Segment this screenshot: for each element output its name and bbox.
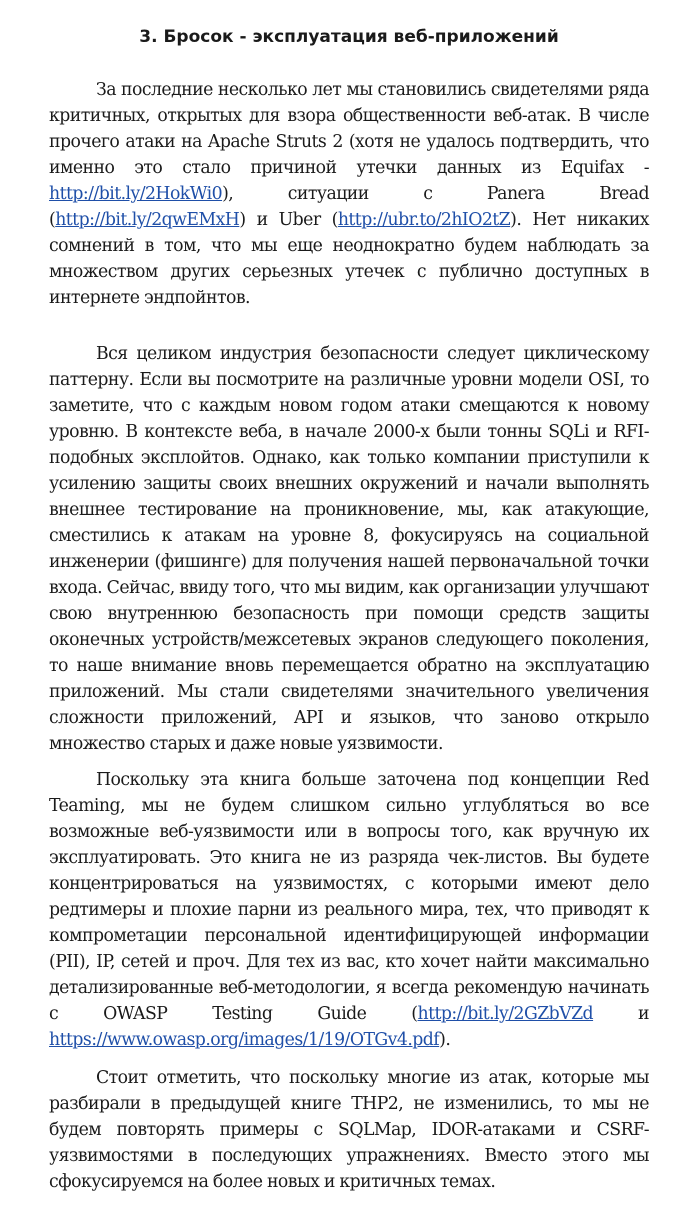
paragraph-text: и <box>593 1004 650 1024</box>
paragraph-text: Поскольку эта книга больше заточена под концепции Red Teaming, мы не будем слишком сильно углубляться во все возможные веб-уязвимости или в вопросы того, как вручную их эксплуатировать. Это книга не из разряда чек-листов. Вы будете концентрироваться на уязвимостях, с которыми имеют дело редтимеры и плохие парни из реального мира, тех, что приводят к компрометации персональной идентифицирующей информации (PII), IP, сетей и проч. Для тех из вас, кто хочет найти максимально детализированные веб-методологии, я всегда рекомендую начинать с OWASP Testing Guide ( <box>49 770 649 1024</box>
link-owasp-short[interactable]: http://bit.ly/2GZbVZd <box>417 1004 594 1024</box>
paragraph-text: ). <box>439 1030 451 1050</box>
page-title: 3. Бросок - эксплуатация веб-приложений <box>139 27 559 47</box>
paragraph-text: ). Нет никаких сомнений в том, что мы еще неоднократно будем наблюдать за множеством других серьезных утечек с публично доступных в интернете эндпойнтов. <box>49 210 649 308</box>
paragraph-thp2-note: Стоит отметить, что поскольку многие из атак, которые мы разбирали в предыдущей книге THP2, не изменились, то мы не будем повторять примеры с SQLMap, IDOR-атаками и CSRF-уязвимостями в последующих упражнениях. Вместо этого мы сфокусируемся на более новых и критичных темах. <box>49 1068 649 1192</box>
link-panera-bread[interactable]: http://bit.ly/2qwEMxH <box>55 210 240 230</box>
paragraph-text: ), ситуации с Panera Bread ( <box>49 184 649 230</box>
paragraph-industry-cycle: Вся целиком индустрия безопасности следует циклическому паттерну. Если вы посмотрите на различные уровни модели OSI, то заметите, что с каждым новом годом атаки смещаются к новому уровню. В контексте веба, в начале 2000-х были тонны SQLi и RFI-подобных эксплойтов. Однако, как только компании приступили к усилению защиты своих внешних окружений и начали выполнять внешнее тестирование на проникновение, мы, как атакующие, сместились к атакам на уровне 8, фокусируясь на социальной инженерии (фишинге) для получения нашей первоначальной точки входа. Сейчас, ввиду того, что мы видим, как организации улучшают свою внутреннюю безопасность при помощи средств защиты оконечных устройств/межсетевых экранов следующего поколения, то наше внимание вновь перемещается обратно на эксплуатацию приложений. Мы стали свидетелями значительного увеличения сложности приложений, API и языков, что заново открыло множество старых и даже новые уязвимости. <box>49 344 649 754</box>
paragraph-intro <box>49 77 649 311</box>
paragraph-text: ) и Uber ( <box>239 210 338 230</box>
document-page <box>49 22 649 1195</box>
link-equifax[interactable]: http://bit.ly/2HokWi0 <box>49 184 223 204</box>
paragraph-red-teaming <box>49 767 649 1053</box>
link-uber[interactable]: http://ubr.to/2hIO2tZ <box>337 210 511 230</box>
link-owasp-pdf[interactable]: https://www.owasp.org/images/1/19/OTGv4.pdf <box>49 1030 440 1050</box>
paragraph-text: За последние несколько лет мы становились свидетелями ряда критичных, открытых для взора общественности веб-атак. В числе прочего атаки на Apache Struts 2 (хотя не удалось подтвердить, что именно это стало причиной утечки данных из Equifax - <box>49 80 649 178</box>
